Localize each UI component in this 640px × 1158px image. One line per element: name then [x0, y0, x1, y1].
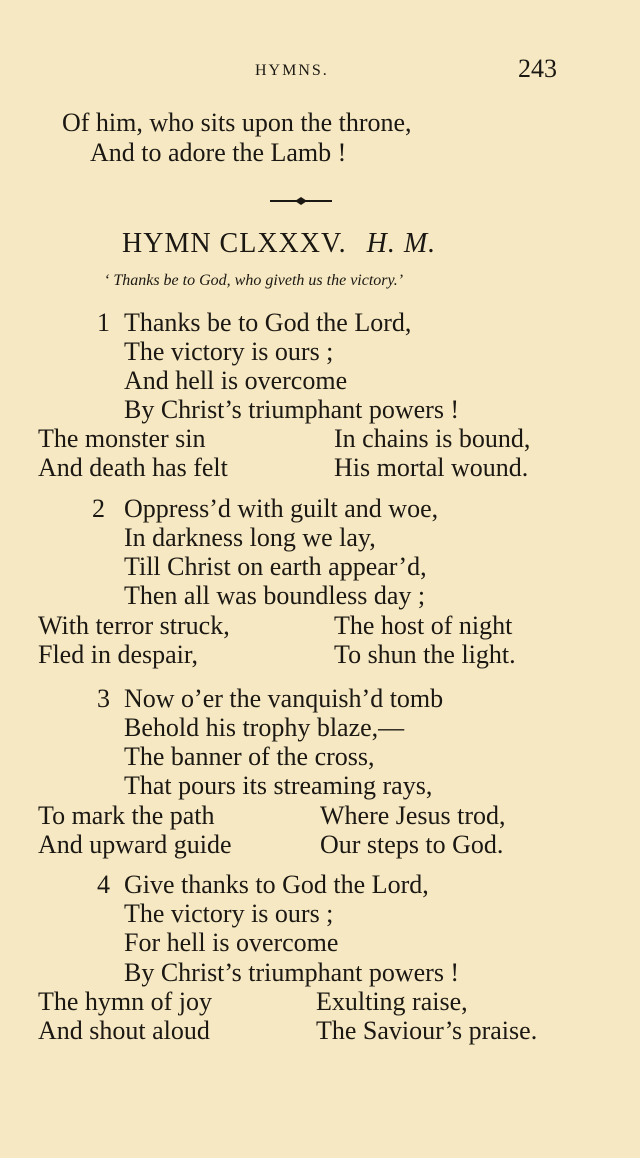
- stanza-line: Oppress’d with guilt and woe,: [124, 494, 439, 523]
- couplet-left: And shout aloud: [38, 1016, 210, 1045]
- couplet-right: His mortal wound.: [334, 453, 529, 482]
- running-head: HYMNS.: [255, 62, 329, 79]
- stanza-line: The victory is ours ;: [124, 899, 334, 928]
- couplet-left: The monster sin: [38, 424, 206, 453]
- hymn-epigraph: ‘ Thanks be to God, who giveth us the victory.’: [104, 272, 404, 289]
- previous-hymn-line: Of him, who sits upon the throne,: [62, 108, 412, 137]
- couplet-right: Our steps to God.: [320, 830, 504, 859]
- page-number: 243: [518, 54, 557, 83]
- couplet-right: The host of night: [334, 611, 513, 640]
- stanza-number: 4: [97, 870, 110, 899]
- stanza-line: Thanks be to God the Lord,: [124, 308, 412, 337]
- couplet-left: Fled in despair,: [38, 640, 198, 669]
- stanza-line: Then all was boundless day ;: [124, 581, 426, 610]
- ornament-divider: [270, 197, 332, 205]
- hymn-number: HYMN CLXXXV.: [122, 228, 347, 259]
- couplet-left: And upward guide: [38, 830, 232, 859]
- stanza-number: 3: [97, 684, 110, 713]
- stanza-line: By Christ’s triumphant powers !: [124, 958, 460, 987]
- stanza-line: Give thanks to God the Lord,: [124, 870, 429, 899]
- stanza-number: 2: [92, 494, 105, 523]
- hymn-title: [122, 228, 436, 260]
- stanza-line: Till Christ on earth appear’d,: [124, 552, 427, 581]
- couplet-left: With terror struck,: [38, 611, 230, 640]
- stanza-line: For hell is overcome: [124, 928, 339, 957]
- couplet-right: In chains is bound,: [334, 424, 531, 453]
- hymn-meter: H. M.: [366, 228, 437, 259]
- couplet-right: Exulting raise,: [316, 987, 468, 1016]
- stanza-line: Now o’er the vanquish’d tomb: [124, 684, 444, 713]
- stanza-line: The banner of the cross,: [124, 742, 375, 771]
- previous-hymn-line: And to adore the Lamb !: [90, 138, 347, 167]
- couplet-right: To shun the light.: [334, 640, 516, 669]
- stanza-line: And hell is overcome: [124, 366, 348, 395]
- couplet-left: And death has felt: [38, 453, 228, 482]
- couplet-right: Where Jesus trod,: [320, 801, 506, 830]
- couplet-left: The hymn of joy: [38, 987, 213, 1016]
- stanza-line: Behold his trophy blaze,—: [124, 713, 405, 742]
- stanza-number: 1: [97, 308, 110, 337]
- couplet-right: The Saviour’s praise.: [316, 1016, 538, 1045]
- stanza-line: That pours its streaming rays,: [124, 771, 433, 800]
- stanza-line: By Christ’s triumphant powers !: [124, 395, 460, 424]
- stanza-line: In darkness long we lay,: [124, 523, 376, 552]
- stanza-line: The victory is ours ;: [124, 337, 334, 366]
- couplet-left: To mark the path: [38, 801, 215, 830]
